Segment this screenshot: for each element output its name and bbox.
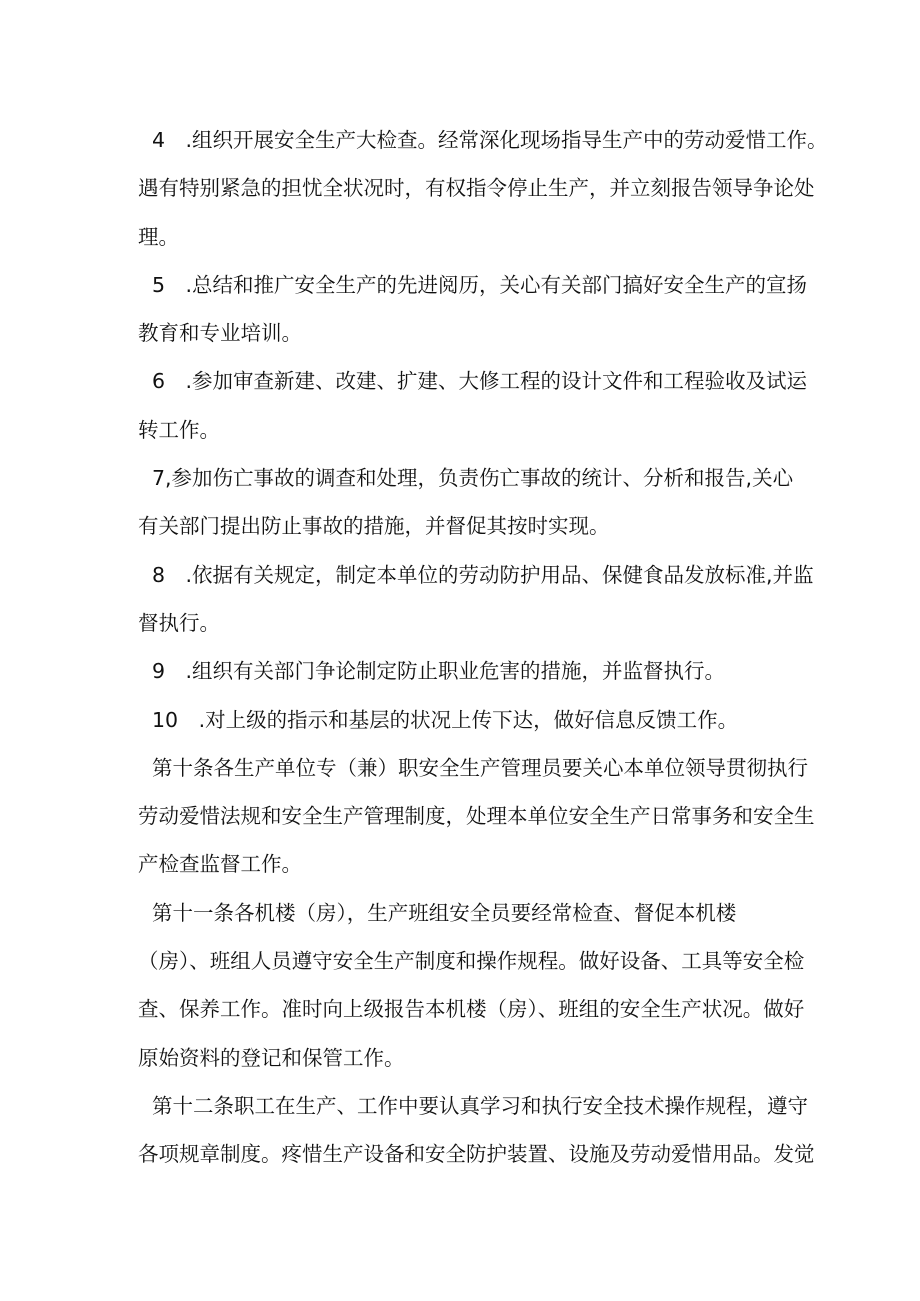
paragraph-line: （房）、班组人员遵守安全生产制度和操作规程。做好设备、工具等安全检 — [138, 949, 805, 974]
paragraph-line: 9 .组织有关部门争论制定防止职业危害的措施，并监督执行。 — [152, 659, 726, 684]
paragraph-line: 第十一条各机楼（房），生产班组安全员要经常检查、督促本机楼 — [152, 900, 737, 925]
paragraph-line: 原始资料的登记和保管工作。 — [138, 1045, 405, 1070]
paragraph-item-8 — [138, 551, 818, 648]
paragraph-line: 10 .对上级的指示和基层的状况上传下达，做好信息反馈工作。 — [152, 707, 739, 732]
document-body — [138, 116, 828, 1179]
paragraph-line: 8 .依据有关规定，制定本单位的劳动防护用品、保健食品发放标准,并监 — [152, 562, 814, 587]
paragraph-line: 转工作。 — [138, 417, 220, 442]
paragraph-item-6 — [138, 357, 818, 454]
paragraph-line: 理。 — [138, 224, 179, 249]
paragraph-item-9 — [138, 647, 818, 695]
article-10-paragraph — [138, 744, 818, 889]
paragraph-line: 有关部门提出防止事故的措施，并督促其按时实现。 — [138, 514, 610, 539]
paragraph-item-7 — [138, 454, 818, 551]
paragraph-line: 6 .参加审查新建、改建、扩建、大修工程的设计文件和工程验收及试运 — [152, 369, 808, 394]
paragraph-line: 各项规章制度。疼惜生产设备和安全防护装置、设施及劳动爱惜用品。发觉 — [138, 1142, 815, 1167]
article-12-paragraph — [138, 1082, 818, 1179]
paragraph-line: 查、保养工作。准时向上级报告本机楼（房）、班组的安全生产状况。做好 — [138, 997, 805, 1022]
paragraph-line: 7,参加伤亡事故的调查和处理，负责伤亡事故的统计、分析和报告,关心 — [152, 466, 794, 491]
paragraph-line: 遇有特别紧急的担忧全状况时，有权指令停止生产，并立刻报告领导争论处 — [138, 176, 815, 201]
paragraph-line: 劳动爱惜法规和安全生产管理制度，处理本单位安全生产日常事务和安全生 — [138, 804, 815, 829]
paragraph-line: 5 .总结和推广安全生产的先进阅历，关心有关部门搞好安全生产的宣扬 — [152, 272, 808, 297]
paragraph-line: 第十条各生产单位专（兼）职安全生产管理员要关心本单位领导贯彻执行 — [152, 755, 808, 780]
paragraph-item-10 — [138, 696, 818, 744]
paragraph-line: 4 .组织开展安全生产大检查。经常深化现场指导生产中的劳动爱惜工作。 — [152, 128, 828, 152]
paragraph-line: 督执行。 — [138, 610, 220, 635]
paragraph-item-5 — [138, 261, 818, 358]
paragraph-line: 第十二条职工在生产、工作中要认真学习和执行安全技术操作规程，遵守 — [152, 1093, 808, 1118]
paragraph-line: 教育和专业培训。 — [138, 321, 302, 346]
paragraph-item-4 — [138, 116, 828, 261]
article-11-paragraph — [138, 889, 818, 1082]
paragraph-line: 产检查监督工作。 — [138, 852, 302, 877]
